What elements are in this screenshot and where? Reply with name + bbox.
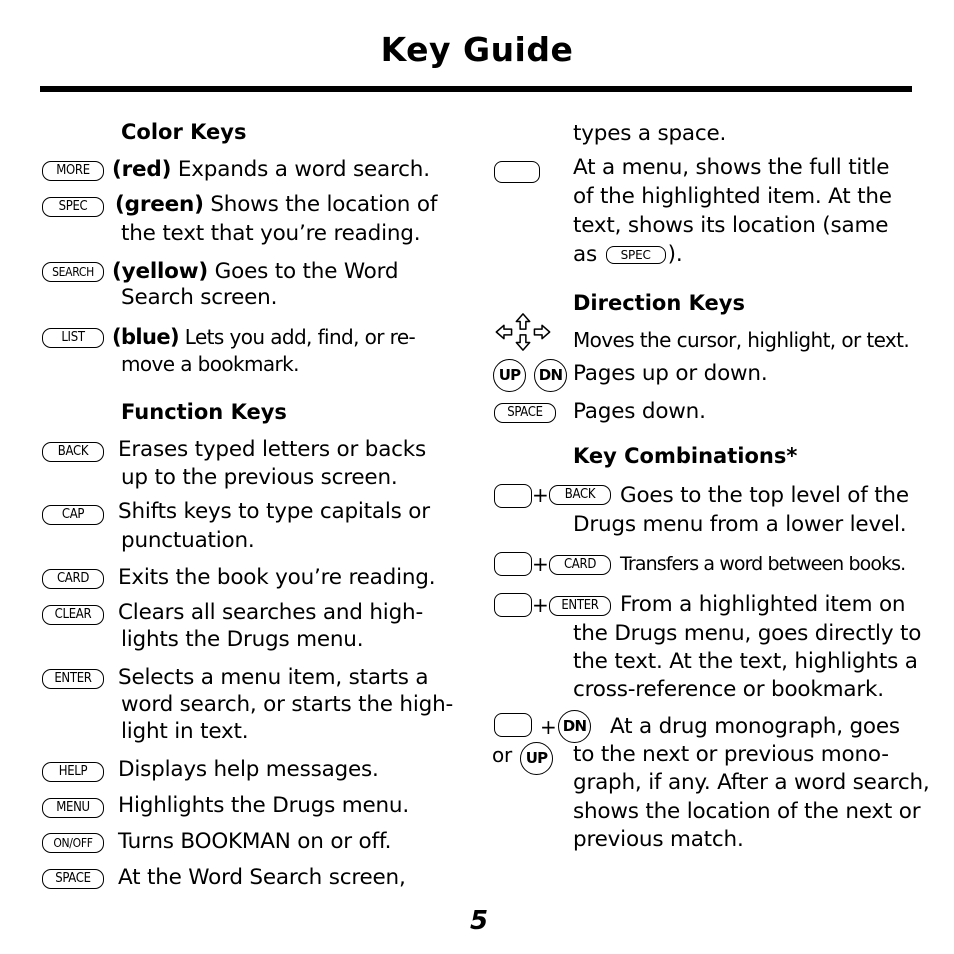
blank-key [494, 713, 532, 737]
key-combinations-heading: Key Combinations* [573, 444, 798, 468]
direction-keys-heading: Direction Keys [573, 291, 745, 315]
enter-key: ENTER [549, 596, 611, 616]
color-label: (yellow) [112, 259, 209, 284]
description: Lets you add, find, or re- [179, 325, 416, 349]
color-label: (green) [115, 192, 204, 217]
description: Goes to the Word [208, 259, 399, 284]
description: Erases typed letters or backs [118, 437, 427, 462]
back-key: BACK [549, 485, 611, 505]
color-label: (blue) [112, 325, 180, 349]
description: Expands a word search. [171, 157, 430, 182]
description-line2: of the highlighted item. At the [573, 184, 892, 209]
description: Exits the book you’re reading. [118, 565, 436, 590]
direction-arrows-icon [492, 312, 554, 352]
description-line4: shows the location of the next or [573, 799, 921, 824]
description: Pages down. [573, 399, 706, 424]
list-key: LIST [42, 328, 104, 348]
card-key: CARD [549, 555, 611, 575]
up-key: UP [493, 359, 526, 392]
blank-key [494, 593, 532, 617]
description-line3: light in text. [121, 719, 249, 744]
description-line2: Search screen. [121, 285, 278, 310]
or-label: or [492, 743, 513, 767]
description-line4: cross-reference or bookmark. [573, 677, 884, 702]
description: Pages up or down. [573, 361, 768, 386]
description-line2: Drugs menu from a lower level. [573, 512, 907, 537]
description: Clears all searches and high- [118, 600, 424, 625]
blank-key [494, 552, 532, 576]
description: Transfers a word between books. [620, 553, 906, 575]
search-key: SEARCH [42, 262, 104, 282]
description-line3: graph, if any. After a word search, [573, 770, 930, 795]
title-rule [40, 86, 912, 92]
blank-key [494, 161, 540, 183]
description-line2: to the next or previous mono- [573, 742, 889, 767]
description-line3: the text. At the text, highlights a [573, 649, 918, 674]
color-keys-heading: Color Keys [121, 120, 247, 144]
menu-key: MENU [42, 798, 104, 818]
spec-key: SPEC [42, 197, 104, 217]
up-key: UP [520, 742, 553, 775]
description-line2: the Drugs menu, goes directly to [573, 621, 922, 646]
description: Shifts keys to type capitals or [118, 499, 430, 524]
description-line5: previous match. [573, 827, 744, 852]
description: Selects a menu item, starts a [118, 665, 429, 690]
cap-key: CAP [42, 505, 104, 525]
description: Shows the location of [203, 192, 438, 217]
dn-key: DN [558, 710, 591, 743]
description: Displays help messages. [118, 757, 379, 782]
description-line4: as SPEC ). [573, 242, 683, 267]
plus-sign: + [532, 552, 549, 576]
page-number: 5 [470, 906, 489, 936]
plus-sign: + [532, 483, 549, 507]
space-key: SPACE [42, 869, 104, 889]
blank-key [494, 484, 532, 508]
spec-key-inline: SPEC [606, 246, 666, 264]
description: From a highlighted item on [620, 592, 906, 617]
description-line2: the text that you’re reading. [121, 221, 421, 246]
more-key: MORE [42, 161, 104, 181]
description-line2: up to the previous screen. [121, 465, 398, 490]
onoff-key: ON/OFF [42, 833, 104, 853]
description-line3: text, shows its location (same [573, 213, 889, 238]
description: At the Word Search screen, [118, 865, 406, 890]
description: At a drug monograph, goes [610, 714, 900, 739]
description: Moves the cursor, highlight, or text. [573, 328, 910, 352]
description-line2: lights the Drugs menu. [121, 627, 364, 652]
description: Goes to the top level of the [620, 483, 909, 508]
description-line2: word search, or starts the high- [121, 692, 454, 717]
color-label: (red) [112, 157, 172, 182]
description: At a menu, shows the full title [573, 155, 890, 180]
description: Highlights the Drugs menu. [118, 793, 409, 818]
plus-sign: + [532, 593, 549, 617]
help-key: HELP [42, 762, 104, 782]
continued-text: types a space. [573, 121, 727, 146]
back-key: BACK [42, 442, 104, 462]
page-title: Key Guide [380, 30, 574, 69]
dn-key: DN [534, 359, 567, 392]
card-key: CARD [42, 569, 104, 589]
description-line2: move a bookmark. [121, 352, 299, 376]
description: Turns BOOKMAN on or off. [118, 829, 392, 854]
function-keys-heading: Function Keys [121, 400, 287, 424]
description-line2: punctuation. [121, 528, 255, 553]
plus-sign: + [540, 715, 557, 739]
enter-key: ENTER [42, 669, 104, 689]
space-key: SPACE [494, 403, 556, 423]
clear-key: CLEAR [42, 605, 104, 625]
